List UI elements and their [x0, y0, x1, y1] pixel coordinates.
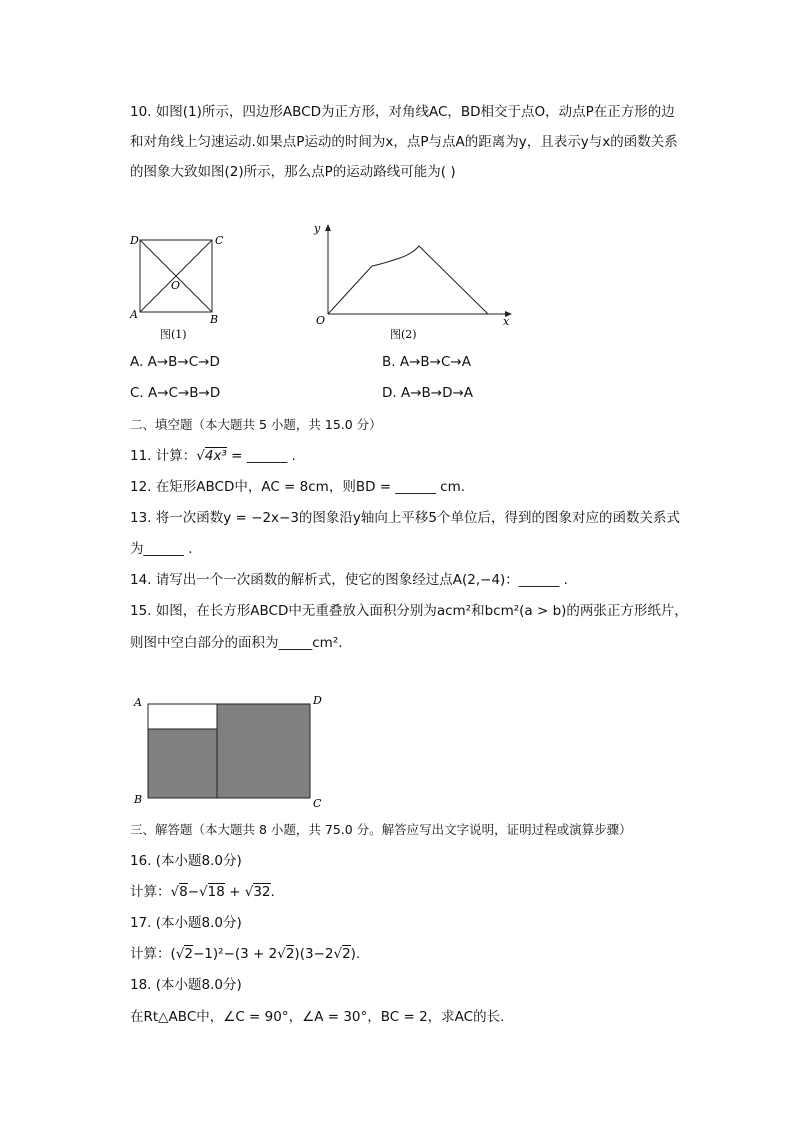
q18-body: 在Rt△ABC中，∠C = 90°，∠A = 30°，BC = 2，求AC的长.: [130, 1009, 505, 1025]
label-c: C: [313, 797, 322, 810]
q17-op-2: )(3−2: [294, 946, 334, 962]
figure-2-caption: 图(2): [390, 328, 417, 341]
q12: 12. 在矩形ABCD中，AC = 8cm，则BD = ______ cm.: [130, 479, 466, 495]
q15-figure: [128, 690, 328, 812]
q13-line-1: 13. 将一次函数y = −2x−3的图象沿y轴向上平移5个单位后，得到的图象对应的函数关系式: [130, 510, 681, 526]
y-axis-arrow: [325, 224, 331, 231]
q10-line-3: 的图象大致如图(2)所示，那么点P的运动路线可能为( ): [130, 164, 456, 180]
square-small: [148, 729, 217, 798]
q11-sqrt-sign: √: [196, 448, 205, 464]
section-3-heading: 三、解答题（本大题共 8 小题，共 75.0 分。解答应写出文字说明，证明过程或演算步骤）: [130, 822, 632, 837]
sqrt-sign: √: [277, 946, 286, 962]
q10-figure-1: [128, 230, 228, 345]
q11-prefix: 11. 计算：: [130, 448, 197, 464]
label-o: O: [171, 279, 181, 292]
sqrt-sign: √: [175, 946, 185, 962]
q13-line-2: 为______ .: [130, 541, 193, 557]
label-b: B: [134, 793, 143, 806]
label-a: A: [130, 308, 138, 321]
q17-radicand-2: 2: [285, 946, 295, 962]
q15-line-2: 则图中空白部分的面积为_____cm².: [130, 635, 343, 651]
q17-expression: [130, 944, 360, 964]
q10-option-c: C. A→C→B→D: [130, 385, 221, 401]
square-large: [217, 704, 310, 798]
q11-radicand: 4x³: [204, 448, 227, 464]
q16-prefix: 计算：: [130, 884, 171, 900]
sqrt-sign: √: [333, 946, 343, 962]
q16-op-2: +: [224, 884, 245, 900]
function-curve: [328, 246, 488, 314]
q16-radicand-3: 32: [253, 884, 271, 900]
q17-heading: 17. (本小题8.0分): [130, 915, 242, 931]
q17-prefix: 计算：(: [130, 946, 176, 962]
q18-heading: 18. (本小题8.0分): [130, 977, 242, 993]
q16-suffix: .: [270, 884, 275, 900]
figure-1-caption: 图(1): [160, 328, 187, 341]
origin-label: O: [316, 314, 326, 327]
q14: 14. 请写出一个一次函数的解析式，使它的图象经过点A(2,−4)：______ .: [130, 572, 568, 588]
section-2-heading: 二、填空题（本大题共 5 小题，共 15.0 分）: [130, 417, 382, 432]
sqrt-sign: √: [170, 884, 180, 900]
q16-heading: 16. (本小题8.0分): [130, 853, 242, 869]
q11-suffix: = ______ .: [226, 448, 296, 464]
q10-line-2: 和对角线上匀速运动.如果点P运动的时间为x，点P与点A的距离为y，且表示y与x的函数关系: [130, 134, 678, 150]
q16-radicand-2: 18: [207, 884, 225, 900]
y-axis-label: y: [314, 222, 321, 235]
q11: [130, 446, 296, 466]
label-d: D: [130, 234, 139, 247]
label-a: A: [134, 696, 142, 709]
q17-op-1: −1)²−(3 + 2: [192, 946, 278, 962]
q10-option-d: D. A→B→D→A: [382, 385, 474, 401]
q10-figure-2: [308, 220, 518, 345]
q10-line-1: 10. 如图(1)所示，四边形ABCD为正方形，对角线AC，BD相交于点O，动点P在正方形的边: [130, 104, 675, 120]
sqrt-sign: √: [244, 884, 254, 900]
label-d: D: [313, 694, 322, 707]
q10-option-b: B. A→B→C→A: [382, 354, 471, 370]
q17-suffix: ).: [350, 946, 361, 962]
q17-radicand-3: 2: [342, 946, 351, 962]
q16-op-1: −: [187, 884, 200, 900]
q16-expression: [130, 882, 275, 902]
x-axis-label: x: [503, 315, 510, 328]
sqrt-sign: √: [199, 884, 208, 900]
q16-radicand-1: 8: [179, 884, 188, 900]
label-c: C: [215, 234, 224, 247]
label-b: B: [210, 313, 219, 326]
q10-option-a: A. A→B→C→D: [130, 354, 220, 370]
q15-line-1: 15. 如图，在长方形ABCD中无重叠放入面积分别为acm²和bcm²(a > b)的两张正方形纸片，: [130, 603, 688, 619]
q17-radicand-1: 2: [184, 946, 193, 962]
